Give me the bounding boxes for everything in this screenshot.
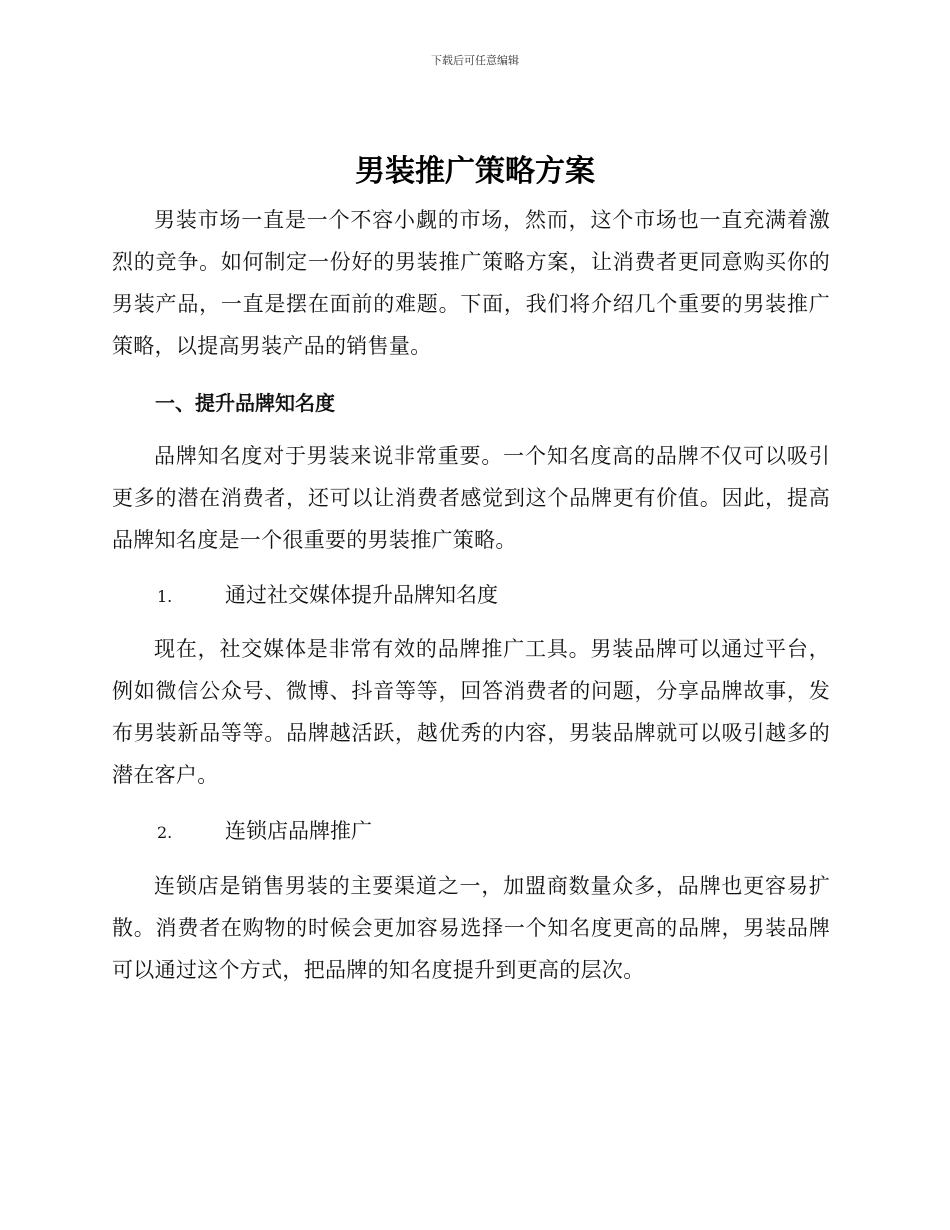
intro-paragraph: 男装市场一直是一个不容小觑的市场，然而，这个市场也一直充满着激烈的竞争。如何制定一份好的男装推广策略方案，让消费者更同意购买你的男装产品，一直是摆在面前的难题。下面，我们将介绍几个重要的男装推广策略，以提高男装产品的销售量。	[112, 208, 830, 358]
list-item-social-media	[157, 574, 837, 618]
paragraph-social-media: 现在，社交媒体是非常有效的品牌推广工具。男装品牌可以通过平台，例如微信公众号、微博、抖音等等，回答消费者的问题，分享品牌故事，发布男装新品等等。品牌越活跃，越优秀的内容，男装品牌就可以吸引越多的潜在客户。	[112, 637, 830, 787]
list-item-title: 连锁店品牌推广	[225, 819, 372, 843]
page-header-note: 下载后可任意编辑	[431, 54, 519, 67]
list-item-number: 2.	[157, 823, 173, 842]
list-item-title: 通过社交媒体提升品牌知名度	[225, 583, 498, 607]
section-heading-brand-awareness: 一、提升品牌知名度	[155, 391, 335, 415]
section-paragraph-brand-awareness: 品牌知名度对于男装来说非常重要。一个知名度高的品牌不仅可以吸引更多的潜在消费者，还可以让消费者感觉到这个品牌更有价值。因此，提高品牌知名度是一个很重要的男装推广策略。	[112, 444, 830, 552]
document-title: 男装推广策略方案	[355, 154, 595, 189]
paragraph-chain-store: 连锁店是销售男装的主要渠道之一，加盟商数量众多，品牌也更容易扩散。消费者在购物的时候会更加容易选择一个知名度更高的品牌，男装品牌可以通过这个方式，把品牌的知名度提升到更高的层次。	[112, 874, 830, 982]
list-item-number: 1.	[157, 587, 173, 606]
list-item-chain-store	[157, 810, 837, 854]
